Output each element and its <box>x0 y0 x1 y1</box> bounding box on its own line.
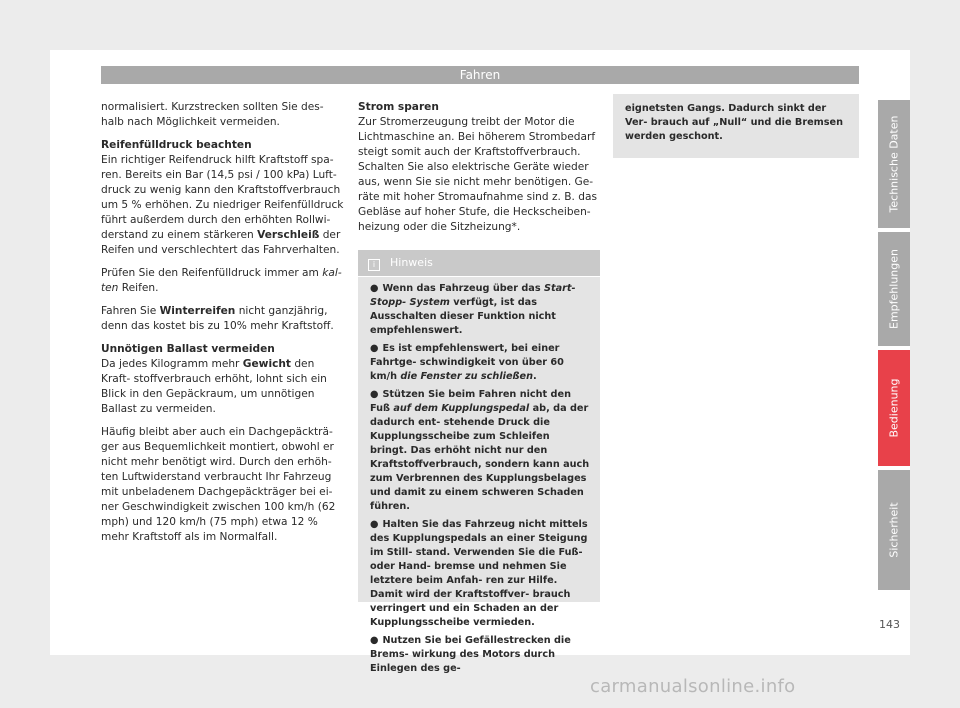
bold-text: Winterreifen <box>159 305 236 317</box>
text: Reifen. <box>118 282 159 294</box>
paragraph: normalisiert. Kurzstrecken sollten Sie des- halb nach Möglichkeit vermeiden. <box>101 101 324 128</box>
text: Ein richtiger Reifendruck hilft Kraftstoff spa- ren. Bereits ein Bar (14,5 psi / 100 kPa) Luft- druck zu wenig kann den Kraftstoffverbrauch um 5 % erhöhen. Zu niedriger Reifenfülldruck führt außerdem durch den erhöhten Rollwi- derstand zu einem stärkeren <box>101 154 344 241</box>
italic-text: die Fenster zu schließen <box>400 371 533 382</box>
text: . <box>532 371 537 382</box>
bullet-icon: ● <box>370 635 379 646</box>
note-title: Hinweis <box>390 256 433 269</box>
tab-bedienung[interactable] <box>878 350 910 466</box>
text: nicht ganzjährig, denn das kostet bis zu 10% mehr Kraftstoff. <box>101 305 334 332</box>
paragraph <box>101 153 346 258</box>
list-item <box>370 282 590 338</box>
text: verfügt, ist das Ausschalten dieser Funktion nicht empfehlenswert. <box>370 297 556 336</box>
column-2 <box>358 100 603 243</box>
bullet-icon: ● <box>370 343 379 354</box>
tab-label: Bedienung <box>887 378 901 438</box>
info-icon: i <box>368 259 380 271</box>
italic-text: auf dem Kupplungspedal <box>393 403 530 414</box>
list-item <box>370 388 590 514</box>
watermark: carmanualsonline.info <box>590 676 796 697</box>
text: der Reifen und verschlechtert das Fahrverhalten. <box>101 229 341 256</box>
bold-text: Gewicht <box>242 358 291 370</box>
note-body <box>358 277 600 676</box>
tab-label: Technische Daten <box>887 115 901 213</box>
section-heading-tire: Reifenfülldruck beachten <box>101 139 252 151</box>
paragraph: Häufig bleibt aber auch ein Dachgepäckträ- ger aus Bequemlichkeit montiert, obwohl er nicht mehr benötigt wird. Durch den erhöh- ten Luftwiderstand verbraucht Ihr Fahrzeug mit unbeladenem Dachgepäckträger bei ei- ner Geschwindigkeit zwischen 100 km/h (62 mph) und 120 km/h (75 mph) etwa 12 % mehr Kraftstoff als im Normalfall. <box>101 426 336 543</box>
tab-technische-daten[interactable] <box>878 100 910 228</box>
text: den Kraft- stoffverbrauch erhöht, lohnt sich ein Blick in den Gepäckraum, um unnötigen Ballast zu vermeiden. <box>101 358 327 415</box>
text: Nutzen Sie bei Gefällestrecken die Brems- wirkung des Motors durch Einlegen des ge- <box>370 635 571 674</box>
section-heading-power: Strom sparen <box>358 101 439 113</box>
header-title: Fahren <box>459 68 501 82</box>
text: Stützen Sie beim Fahren nicht den Fuß <box>370 389 571 414</box>
italic-text: kal- ten <box>101 267 342 294</box>
page-number: 143 <box>879 618 900 631</box>
note-continued-text: eignetsten Gangs. Dadurch sinkt der Ver- brauch auf „Null“ und die Bremsen werden geschont. <box>625 103 843 142</box>
text: Fahren Sie <box>101 305 160 317</box>
bullet-icon: ● <box>370 389 379 400</box>
section-heading-ballast: Unnötigen Ballast vermeiden <box>101 343 275 355</box>
text: ab, da der dadurch ent- stehende Druck die Kupplungsscheibe zum Schleifen bringt. Das erhöht nicht nur den Kraftstoffverbrauch, sondern kann auch zum Verbrennen des Kupplungsbelages und damit zu einem schweren Schaden führen. <box>370 403 590 512</box>
text: Es ist empfehlenswert, bei einer Fahrtge- schwindigkeit von über 60 km/h <box>370 343 564 382</box>
bold-text: Verschleiß <box>257 229 320 241</box>
column-1 <box>101 100 346 553</box>
paragraph <box>101 304 346 334</box>
tab-sicherheit[interactable] <box>878 470 910 590</box>
list-item <box>370 634 590 676</box>
text: Da jedes Kilogramm mehr <box>101 358 243 370</box>
text: Halten Sie das Fahrzeug nicht mittels des Kupplungspedals an einer Steigung im Still- stand. Verwenden Sie die Fuß- oder Hand- bremse und nehmen Sie letztere beim Anfah- ren zur Hilfe. Damit wird der Kraftstoffver- brauch verringert und ein Schaden an der Kupplungsscheibe vermieden. <box>370 519 588 628</box>
page-header <box>101 66 859 84</box>
text: Prüfen Sie den Reifenfülldruck immer am <box>101 267 323 279</box>
tab-label: Empfehlungen <box>887 249 901 329</box>
bullet-icon: ● <box>370 283 379 294</box>
note-box <box>358 250 600 674</box>
tab-label: Sicherheit <box>887 502 901 558</box>
text: Wenn das Fahrzeug über das <box>382 283 544 294</box>
tab-empfehlungen[interactable] <box>878 232 910 346</box>
paragraph: Zur Stromerzeugung treibt der Motor die Lichtmaschine an. Bei höherem Strombedarf steigt somit auch der Kraftstoffverbrauch. Schalten Sie also elektrische Geräte wieder aus, wenn Sie sie nicht mehr benötigen. Ge- räte mit hoher Stromaufnahme sind z. B. das Gebläse auf hoher Stufe, die Heckscheiben- heizung oder die Sitzheizung*. <box>358 116 597 233</box>
note-box-continued <box>613 94 859 158</box>
note-header <box>358 250 600 277</box>
paragraph <box>101 357 346 417</box>
paragraph <box>101 266 346 296</box>
bullet-icon: ● <box>370 519 379 530</box>
list-item <box>370 342 590 384</box>
list-item <box>370 518 590 630</box>
italic-text: Start-Stopp- System <box>370 283 576 308</box>
